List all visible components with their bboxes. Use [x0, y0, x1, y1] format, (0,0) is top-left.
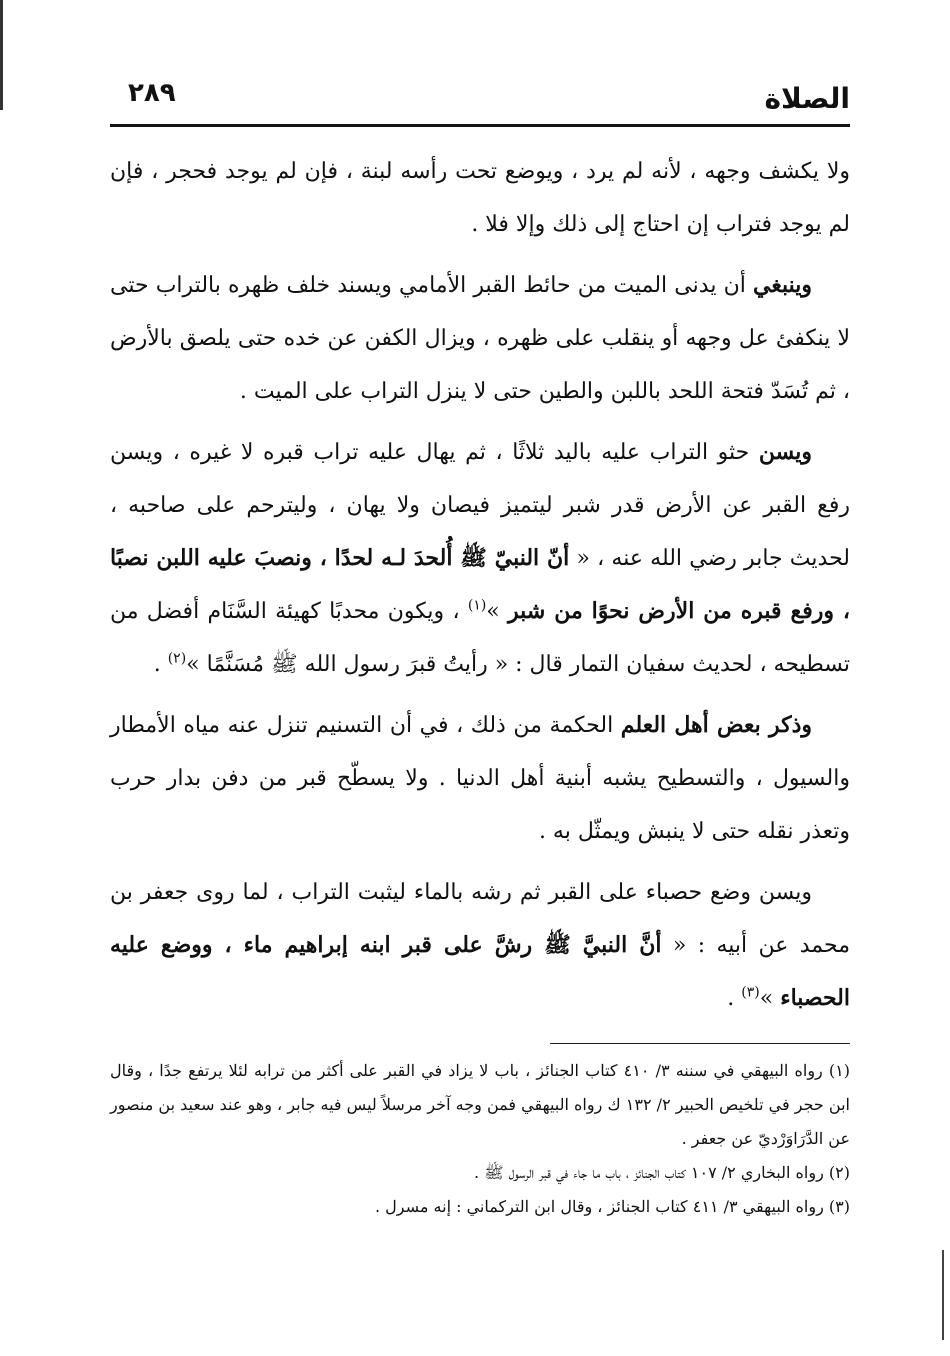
text-run: أن يدنى الميت من حائط القبر الأمامي ويسند خلف ظهره بالتراب حتى لا ينكفئ عل وجهه أو ينقلب على ظهره ، ويزال الكفن عن خده حتى يلصق بالأرض ، ثم تُسَدّ فتحة اللحد باللبن والطين حتى لا ينزل التراب على الميت .	[110, 273, 850, 404]
paragraph-4	[110, 699, 850, 858]
text-run: .	[727, 986, 742, 1011]
text-run: حثو التراب عليه باليد ثلاثًا ، ثم يهال عليه تراب قبره لا غيره ، ويسن رفع القبر عن الأرض قدر شبر ليتميز فيصان ولا يهان ، وليترحم على صاحبه ، لحديث جابر رضي الله عنه ، «	[110, 440, 850, 571]
text-run: ويسن وضع حصباء على القبر ثم رشه بالماء ليثبت التراب ، لما روى جعفر بن محمد عن أبيه : «	[110, 880, 850, 958]
bold-text: وينبغي	[753, 272, 812, 298]
footnote-2: (٢) رواه البخاري ٢/ ١٠٧ كتاب الجنائز ، باب ما جاء في قبر الرسول ﷺ .	[474, 1163, 850, 1182]
header-rule	[110, 124, 850, 127]
footnote-ref: (٣)	[741, 984, 760, 1001]
book-page	[110, 60, 850, 1224]
paragraph-1	[110, 145, 850, 251]
chapter-title: الصلاة	[764, 82, 850, 115]
paragraph-2	[110, 259, 850, 418]
page-header	[110, 60, 850, 122]
bold-text: ويسن	[758, 439, 812, 465]
text-run: »	[759, 986, 781, 1011]
footnote-ref: (٢)	[167, 650, 187, 667]
page-number: ٢٨٩	[128, 78, 176, 108]
footnote-3: (٣) رواه البيهقي ٣/ ٤١١ كتاب الجنائز ، وقال ابن التركماني : إنه مسرل .	[374, 1197, 850, 1216]
paragraph-5	[110, 866, 850, 1025]
footnote-ref: (١)	[467, 597, 487, 614]
scan-edge-left	[0, 0, 3, 110]
text-run: ، ويكون محدبًا كهيئة السَّنَام أفضل من تسطيحه ، لحديث سفيان التمار قال : « رأيتُ قبرَ رسول الله ﷺ مُسَنَّمًا »	[110, 599, 850, 677]
text-run: الحكمة من ذلك ، في أن التسنيم تنزل عنه مياه الأمطار والسيول ، والتسطيح يشبه أبنية أهل الدنيا . ولا يسطّح قبر من دفن بدار حرب وتعذر نقله حتى لا ينبش ويمثّل به .	[110, 713, 850, 844]
bold-text: أنّ النبيّ ﷺ أُلحدَ لـه لحدًا ، ونصبَ عليه اللبن نصبًا ، ورفع قبره من الأرض نحوًا من شبر	[110, 545, 851, 624]
bold-text: أنَّ النبيَّ ﷺ رشَّ على قبر ابنه إبراهيم ماء ، ووضع عليه الحصباء	[110, 932, 850, 1011]
text-run: ولا يكشف وجهه ، لأنه لم يرد ، ويوضع تحت رأسه لبنة ، فإن لم يوجد فحجر ، فإن لم يوجد فتراب إن احتاج إلى ذلك وإلا فلا .	[110, 159, 850, 237]
footnote-separator	[550, 1043, 850, 1044]
paragraph-3	[110, 426, 850, 691]
text-run: .	[153, 652, 168, 677]
text-run: »	[486, 599, 509, 624]
scan-edge-right	[942, 1250, 944, 1340]
footnote-1: (١) رواه البيهقي في سننه ٣/ ٤١٠ كتاب الجنائز ، باب لا يزاد في القبر على أكثر من ترابه لئلا يرتفع جدًا ، وقال ابن حجر في تلخيص الحبير ٢/ ١٣٢ ك رواه البيهقي فمن وجه آخر مرسلاً ليس فيه جابر ، وهو عند سعيد بن منصور عن الدَّرَاوَرْديّ عن جعفر .	[110, 1061, 851, 1148]
body-text	[110, 145, 850, 1025]
bold-text: وذكر بعض أهل العلم	[620, 712, 812, 738]
footnotes	[110, 1054, 850, 1224]
